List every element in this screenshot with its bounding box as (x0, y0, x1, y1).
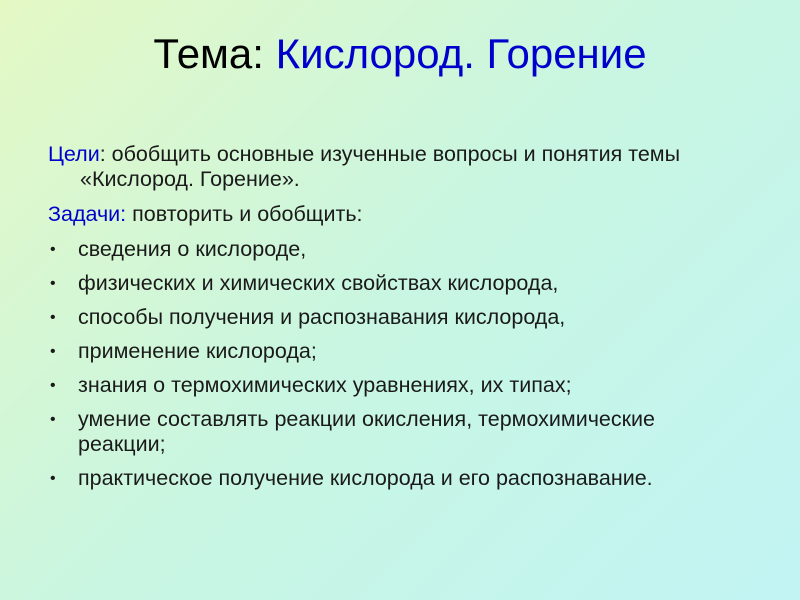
tasks-list (48, 237, 748, 491)
list-item (48, 373, 748, 398)
goals-paragraph (48, 142, 748, 192)
list-item-text: знания о термохимических уравнениях, их типах; (78, 373, 572, 397)
list-item (48, 407, 748, 457)
list-item (48, 271, 748, 296)
bullet-dot-icon: • (50, 343, 56, 360)
tasks-paragraph (48, 202, 748, 227)
list-item (48, 339, 748, 364)
goals-text: : обобщить основные изученные вопросы и понятия темы «Кислород. Горение». (80, 142, 681, 191)
bullet-dot-icon: • (50, 241, 56, 258)
list-item-text: сведения о кислороде, (78, 237, 307, 261)
bullet-dot-icon: • (50, 411, 56, 428)
list-item-text: физических и химических свойствах кислорода, (78, 271, 559, 295)
slide-content (48, 142, 748, 500)
goals-label: Цели (48, 142, 100, 166)
list-item-text: практическое получение кислорода и его распознавание. (78, 466, 653, 490)
title-prefix: Тема: (153, 30, 276, 77)
bullet-dot-icon: • (50, 309, 56, 326)
list-item (48, 305, 748, 330)
list-item-text: умение составлять реакции окисления, термохимические реакции; (78, 407, 655, 456)
tasks-text: повторить и обобщить: (126, 202, 363, 226)
title-topic: Кислород. Горение (275, 30, 647, 77)
tasks-label: Задачи: (48, 202, 127, 226)
bullet-dot-icon: • (50, 275, 56, 292)
bullet-dot-icon: • (50, 470, 56, 487)
bullet-dot-icon: • (50, 377, 56, 394)
list-item (48, 237, 748, 262)
list-item (48, 466, 748, 491)
list-item-text: применение кислорода; (78, 339, 317, 363)
slide-title (0, 24, 800, 84)
list-item-text: способы получения и распознавания кислорода, (78, 305, 566, 329)
